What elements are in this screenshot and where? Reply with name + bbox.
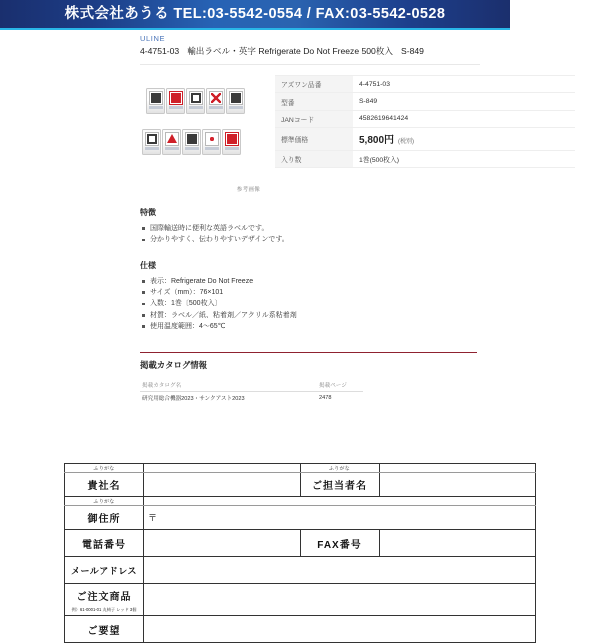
title-divider bbox=[140, 64, 480, 65]
catalog-section bbox=[140, 352, 477, 403]
tel-label-cell bbox=[65, 530, 144, 557]
postal-mark-icon: 〒 bbox=[148, 513, 158, 523]
contact-furigana-label-cell bbox=[300, 464, 379, 473]
label-roll bbox=[142, 129, 163, 155]
label-roll bbox=[206, 88, 227, 114]
spec-value: 1巻(500枚入) bbox=[359, 156, 400, 164]
spec-label: 入り数 bbox=[275, 150, 353, 167]
label-roll bbox=[166, 88, 187, 114]
table-header-row bbox=[140, 380, 363, 392]
contact-name-input[interactable] bbox=[379, 473, 536, 497]
catalog-table bbox=[140, 380, 363, 403]
product-image-column bbox=[140, 74, 275, 193]
table-row bbox=[275, 76, 575, 93]
table-row bbox=[275, 110, 575, 127]
furigana-label: ふりがな bbox=[93, 498, 115, 505]
order-form bbox=[64, 463, 536, 643]
features-list bbox=[140, 223, 588, 246]
company-furigana-label-cell bbox=[65, 464, 144, 473]
company-furigana-input[interactable] bbox=[144, 464, 301, 473]
address-label: 御住所 bbox=[87, 514, 121, 525]
catalog-name-header: 掲載カタログ名 bbox=[140, 380, 317, 392]
product-code: 4-4751-03 bbox=[140, 46, 180, 56]
catalog-heading: 掲載カタログ情報 bbox=[140, 360, 207, 371]
list-item: サイズ（mm）：76×101 bbox=[140, 287, 588, 298]
table-row bbox=[275, 150, 575, 167]
furigana-row bbox=[65, 464, 536, 473]
label-roll bbox=[182, 129, 203, 155]
product-main-row bbox=[140, 74, 588, 193]
product-spec-table bbox=[275, 75, 575, 168]
label-roll bbox=[226, 88, 247, 114]
list-item: 国際輸送時に便利な英語ラベルです。 bbox=[140, 223, 588, 234]
page-header-banner bbox=[0, 0, 510, 30]
price-tax-note: (税別) bbox=[398, 139, 415, 146]
catalog-page-header: 掲載ページ bbox=[317, 380, 363, 392]
product-name: 輸出ラベル・英字 Refrigerate Do Not Freeze 500枚入 bbox=[187, 46, 394, 56]
specs-list bbox=[140, 276, 588, 333]
fax-label-cell bbox=[300, 530, 379, 557]
contact-furigana-input[interactable] bbox=[379, 464, 536, 473]
furigana-label: ふりがな bbox=[328, 465, 351, 472]
product-model: S-849 bbox=[401, 46, 424, 56]
label-roll bbox=[162, 129, 183, 155]
list-item: 使用温度範囲：4〜65℃ bbox=[140, 321, 588, 332]
address-row bbox=[65, 506, 536, 530]
email-label: メールアドレス bbox=[70, 565, 138, 576]
list-item: 表示：Refrigerate Do Not Freeze bbox=[140, 276, 588, 287]
fax-label: FAX番号 bbox=[317, 539, 362, 551]
address-input[interactable] bbox=[144, 506, 536, 530]
spec-label: 型番 bbox=[275, 93, 353, 110]
tel-label: 電話番号 bbox=[82, 539, 126, 551]
request-label: ご要望 bbox=[87, 625, 121, 637]
spec-label: 標準価格 bbox=[275, 128, 353, 150]
product-image bbox=[140, 74, 260, 179]
image-caption: 参考画像 bbox=[236, 187, 260, 193]
fax-input[interactable] bbox=[379, 530, 536, 557]
label-roll bbox=[146, 88, 167, 114]
label-roll bbox=[202, 129, 223, 155]
spec-label: JANコード bbox=[275, 110, 353, 127]
list-item: 入数：1巻〔500枚入〕 bbox=[140, 298, 588, 309]
tel-input[interactable] bbox=[144, 530, 301, 557]
catalog-name-value: 研究用総合機器2023・サンクアスト2023 bbox=[142, 396, 245, 403]
spec-value-price bbox=[353, 128, 575, 150]
spec-value: 4582619641424 bbox=[359, 115, 409, 123]
list-item: 分かりやすく、伝わりやすいデザインです。 bbox=[140, 234, 588, 245]
spec-label: アズワン品番 bbox=[275, 76, 353, 93]
specs-section bbox=[140, 260, 588, 333]
email-label-cell bbox=[65, 557, 144, 584]
address-furigana-input[interactable] bbox=[144, 497, 536, 506]
label-roll-group-top bbox=[146, 88, 246, 114]
request-row bbox=[65, 616, 536, 643]
features-section bbox=[140, 207, 588, 246]
request-label-cell bbox=[65, 616, 144, 643]
page-title bbox=[140, 45, 588, 57]
table-row bbox=[275, 93, 575, 110]
phone-row bbox=[65, 530, 536, 557]
catalog-accent-rule bbox=[140, 352, 477, 353]
list-item: 材質：ラベル／紙、粘着剤／アクリル系粘着剤 bbox=[140, 310, 588, 321]
address-label-cell bbox=[65, 506, 144, 530]
company-row bbox=[65, 473, 536, 497]
brand-name: ULINE bbox=[140, 34, 166, 43]
contact-label: ご担当者名 bbox=[312, 481, 367, 492]
company-name-input[interactable] bbox=[144, 473, 301, 497]
request-input[interactable] bbox=[144, 616, 536, 643]
spec-value: S-849 bbox=[359, 98, 378, 106]
address-furigana-label-cell bbox=[65, 497, 144, 506]
label-roll-group-bottom bbox=[142, 129, 242, 155]
table-row bbox=[140, 392, 363, 404]
label-roll bbox=[186, 88, 207, 114]
email-input[interactable] bbox=[144, 557, 536, 584]
company-label: 貴社名 bbox=[87, 481, 121, 492]
features-heading: 特徴 bbox=[140, 208, 156, 217]
company-label-cell bbox=[65, 473, 144, 497]
table-row bbox=[275, 128, 575, 150]
contact-label-cell bbox=[300, 473, 379, 497]
address-furigana-row bbox=[65, 497, 536, 506]
label-roll bbox=[222, 129, 243, 155]
catalog-page-value: 2478 bbox=[319, 395, 332, 402]
email-row bbox=[65, 557, 536, 584]
company-contact-text: 株式会社あうる TEL:03-5542-0554 / FAX:03-5542-0528 bbox=[64, 6, 446, 22]
order-label: ご注文商品 bbox=[76, 592, 132, 603]
furigana-label: ふりがな bbox=[93, 465, 115, 472]
order-example-text: 例）61-0001-01 丸椅子 レッド 3個 bbox=[71, 607, 137, 612]
product-content bbox=[140, 34, 588, 403]
price-amount: 5,800円 bbox=[359, 135, 395, 147]
specs-heading: 仕様 bbox=[140, 260, 156, 270]
spec-table-column bbox=[275, 74, 588, 193]
spec-value: 4-4751-03 bbox=[359, 80, 390, 88]
